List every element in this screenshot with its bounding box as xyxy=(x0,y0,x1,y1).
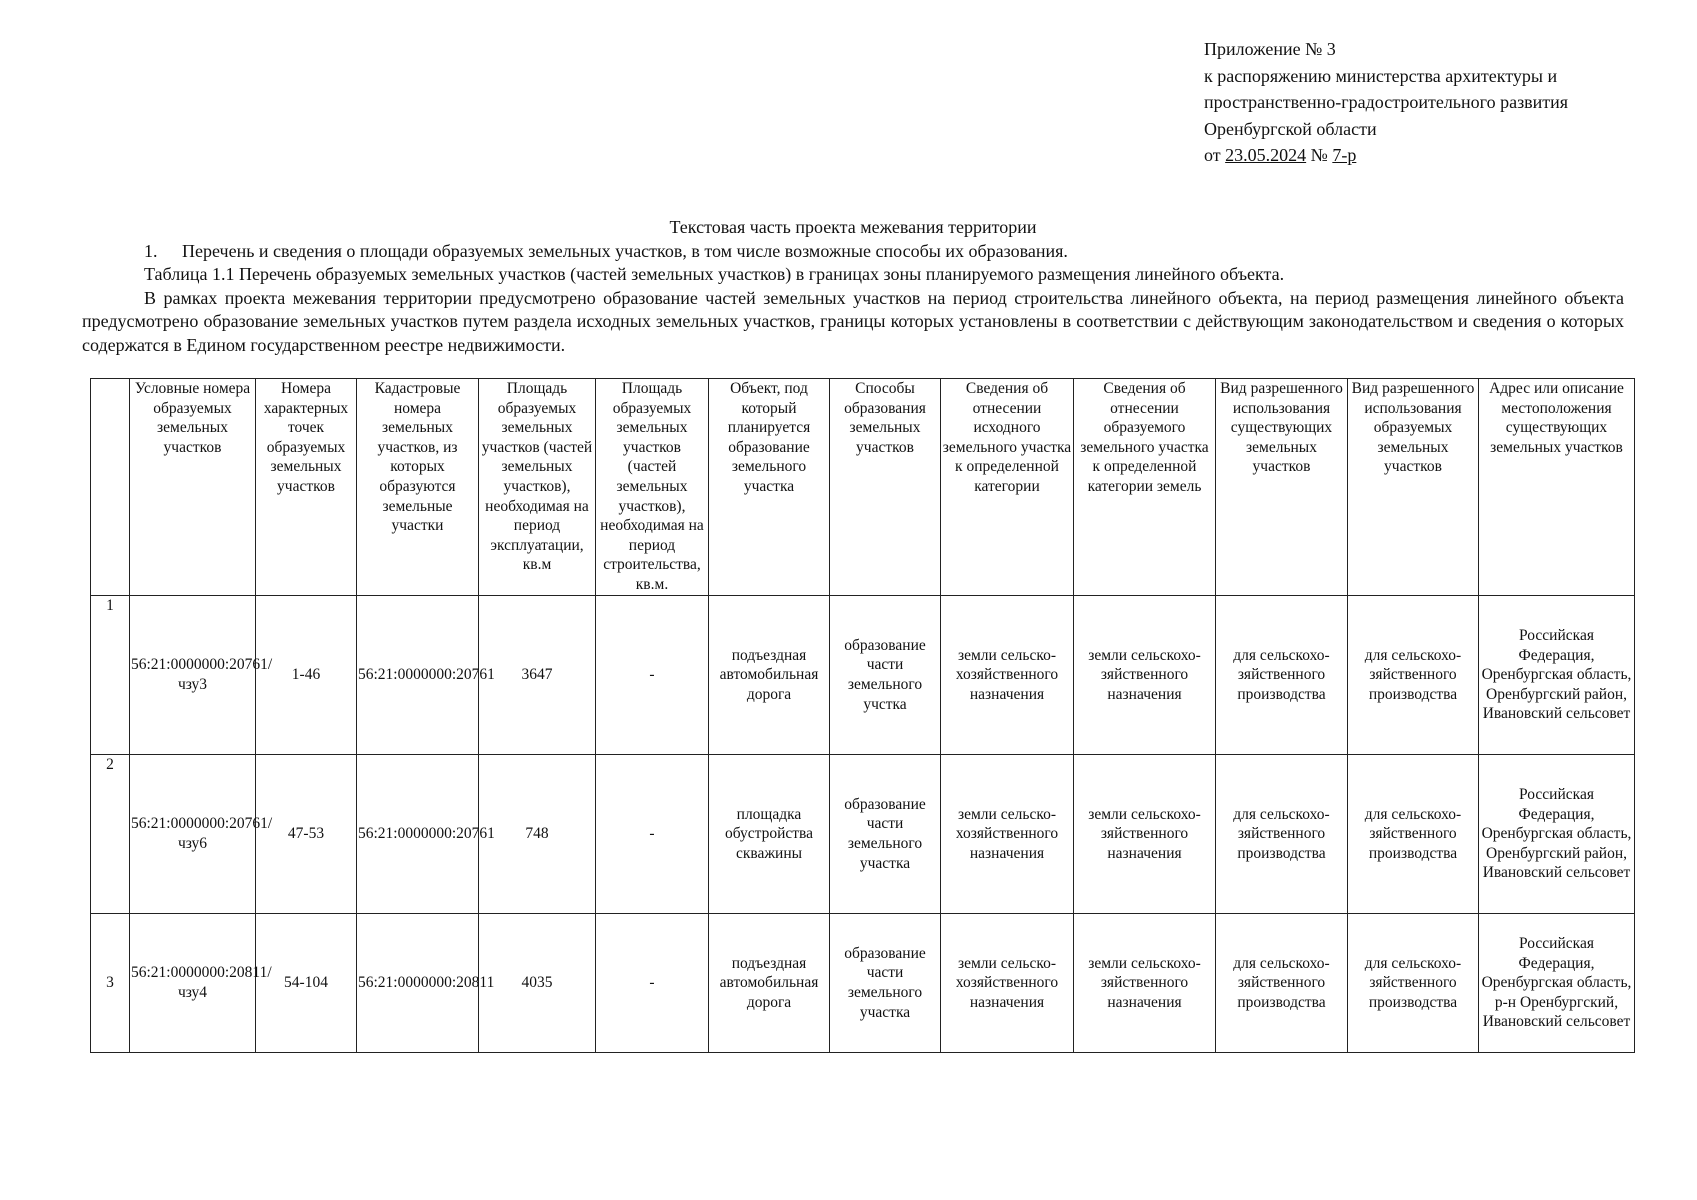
object-cell: подъездная автомобильная дорога xyxy=(709,914,830,1053)
table-row xyxy=(91,596,1635,755)
source-category-cell: земли сельско-хозяйственного назначения xyxy=(941,914,1074,1053)
area-exploitation-cell: 748 xyxy=(479,755,596,914)
method-cell: образование части земельного участка xyxy=(830,755,941,914)
points-cell: 47-53 xyxy=(256,755,357,914)
new-category-cell: земли сельскохо-зяйственного назначения xyxy=(1074,914,1216,1053)
header-cell: Вид разрешенного использования образуемых земельных участков xyxy=(1348,379,1479,596)
header-cell: Сведения об отнесении исходного земельного участка к определенной категории xyxy=(941,379,1074,596)
appendix-block xyxy=(1204,36,1568,169)
conditional-number-cell: 56:21:0000000:20811/чзу4 xyxy=(130,914,256,1053)
order-date: 23.05.2024 xyxy=(1225,145,1307,165)
list-item-number: 1. xyxy=(144,240,158,261)
appendix-line-4: Оренбургской области xyxy=(1204,118,1377,139)
cadastral-number-cell: 56:21:0000000:20811 xyxy=(357,914,479,1053)
conditional-number-cell: 56:21:0000000:20761/чзу3 xyxy=(130,596,256,755)
table-header-row xyxy=(91,379,1635,596)
use-new-cell: для сельскохо-зяйственного производства xyxy=(1348,914,1479,1053)
header-cell: Площадь образуемых земельных участков (частей земельных участков), необходимая на период строительства, кв.м. xyxy=(596,379,709,596)
header-cell xyxy=(91,379,130,596)
use-existing-cell: для сельскохо-зяйственного производства xyxy=(1216,914,1348,1053)
conditional-number-cell: 56:21:0000000:20761/чзу6 xyxy=(130,755,256,914)
header-cell: Вид разрешенного использования существующих земельных участков xyxy=(1216,379,1348,596)
header-cell: Сведения об отнесении образуемого земельного участка к определенной категории земель xyxy=(1074,379,1216,596)
row-number: 3 xyxy=(91,914,130,1053)
cadastral-number-cell: 56:21:0000000:20761 xyxy=(357,755,479,914)
list-item-text: Перечень и сведения о площади образуемых земельных участков, в том числе возможные способы их образования. xyxy=(182,240,1068,261)
table-row xyxy=(91,914,1635,1053)
appendix-date-line xyxy=(1204,142,1568,169)
header-cell: Номера характерных точек образуемых земельных участков xyxy=(256,379,357,596)
area-exploitation-cell: 3647 xyxy=(479,596,596,755)
source-category-cell: земли сельско-хозяйственного назначения xyxy=(941,755,1074,914)
new-category-cell: земли сельскохо-зяйственного назначения xyxy=(1074,755,1216,914)
land-plots-table xyxy=(90,378,1635,1053)
header-cell: Объект, под который планируется образование земельного участка xyxy=(709,379,830,596)
appendix-title: Приложение № 3 xyxy=(1204,39,1336,59)
use-existing-cell: для сельскохо-зяйственного производства xyxy=(1216,755,1348,914)
points-cell: 54-104 xyxy=(256,914,357,1053)
appendix-line-2: к распоряжению министерства архитектуры и xyxy=(1204,65,1558,86)
use-new-cell: для сельскохо-зяйственного производства xyxy=(1348,755,1479,914)
object-cell: подъездная автомобильная дорога xyxy=(709,596,830,755)
header-cell: Способы образования земельных участков xyxy=(830,379,941,596)
list-item-1 xyxy=(82,240,1624,264)
table-caption: Таблица 1.1 Перечень образуемых земельных участков (частей земельных участков) в границах зоны планируемого размещения линейного объекта. xyxy=(144,264,1285,284)
intro-section xyxy=(82,216,1624,357)
method-cell: образование части земельного учстка xyxy=(830,596,941,755)
table-row xyxy=(91,755,1635,914)
area-construction-cell: - xyxy=(596,755,709,914)
cadastral-number-cell: 56:21:0000000:20761 xyxy=(357,596,479,755)
appendix-line-3: пространственно-градостроительного развития xyxy=(1204,92,1569,112)
number-prefix: № xyxy=(1310,145,1328,165)
use-existing-cell: для сельскохо-зяйственного производства xyxy=(1216,596,1348,755)
address-cell: Российская Федерация, Оренбургская область, Оренбургский район, Ивановский сельсовет xyxy=(1479,755,1635,914)
area-construction-cell: - xyxy=(596,596,709,755)
intro-paragraph: В рамках проекта межевания территории предусмотрено образование частей земельных участков на период строительства линейного объекта, на период размещения линейного объекта предусмотрено образование земельных участков путем раздела исходных земельных участков, границы которых установлены в соответствии с действующим законодательством и сведения о которых содержатся в Едином государственном реестре недвижимости. xyxy=(82,287,1624,355)
use-new-cell: для сельскохо-зяйственного производства xyxy=(1348,596,1479,755)
order-number: 7-р xyxy=(1332,145,1357,165)
area-exploitation-cell: 4035 xyxy=(479,914,596,1053)
method-cell: образование части земельного участка xyxy=(830,914,941,1053)
header-cell: Кадастровые номера земельных участков, из которых образуются земельные участки xyxy=(357,379,479,596)
header-cell: Адрес или описание местоположения существующих земельных участков xyxy=(1479,379,1635,596)
source-category-cell: земли сельско-хозяйственного назначения xyxy=(941,596,1074,755)
address-cell: Российская Федерация, Оренбургская область, р-н Оренбургский, Ивановский сельсовет xyxy=(1479,914,1635,1053)
section-title: Текстовая часть проекта межевания территории xyxy=(669,217,1037,237)
object-cell: площадка обустройства скважины xyxy=(709,755,830,914)
header-cell: Условные номера образуемых земельных участков xyxy=(130,379,256,596)
new-category-cell: земли сельскохо-зяйственного назначения xyxy=(1074,596,1216,755)
area-construction-cell: - xyxy=(596,914,709,1053)
address-cell: Российская Федерация, Оренбургская область, Оренбургский район, Ивановский сельсовет xyxy=(1479,596,1635,755)
points-cell: 1-46 xyxy=(256,596,357,755)
row-number: 2 xyxy=(91,755,130,914)
header-cell: Площадь образуемых земельных участков (частей земельных участков), необходимая на период эксплуатации, кв.м xyxy=(479,379,596,596)
row-number: 1 xyxy=(91,596,130,755)
date-prefix: от xyxy=(1204,145,1221,165)
